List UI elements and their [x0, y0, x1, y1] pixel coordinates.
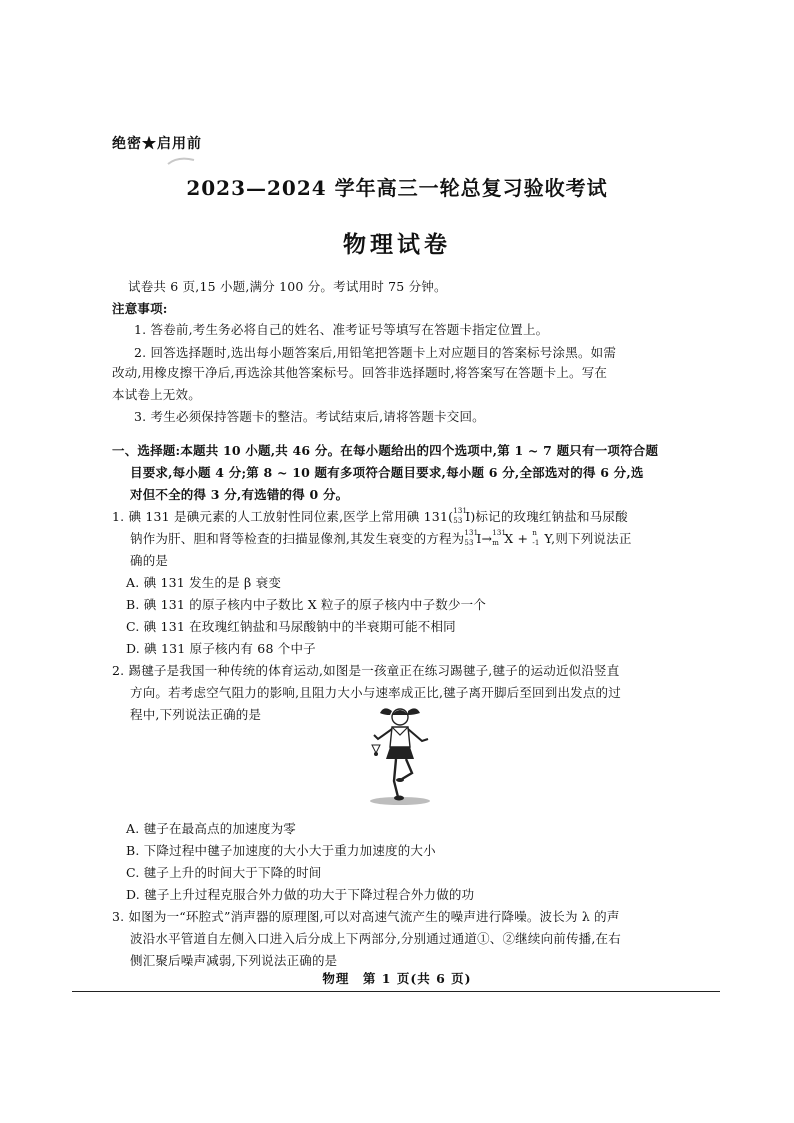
exam-intro: 试卷共 6 页,15 小题,满分 100 分。考试用时 75 分钟。: [128, 279, 447, 294]
question-2-stem: 2. 踢毽子是我国一种传统的体育运动,如图是一孩童正在练习踢毽子,毽子的运动近似沿竖直: [112, 663, 620, 678]
section-heading: 对但不全的得 3 分,有选错的得 0 分。: [130, 487, 349, 502]
question-3-stem: 波沿水平管道自左侧入口进入后分成上下两部分,分别通过通道①、②继续向前传播,在右: [130, 931, 621, 946]
child-kicking-shuttlecock-illustration: [362, 703, 436, 807]
question-1-stem: [130, 529, 632, 547]
option-a: A. 毽子在最高点的加速度为零: [126, 821, 296, 836]
equation-term: X +: [504, 531, 533, 546]
notice-item: 本试卷上无效。: [112, 387, 201, 402]
scan-artifact: [166, 156, 196, 166]
equation-term: I→: [476, 531, 493, 546]
section-heading: 目要求,每小题 4 分;第 8 ~ 10 题有多项符合题目要求,每小题 6 分,全部选对的得 6 分,选: [130, 465, 644, 480]
question-2-stem: 方向。若考虑空气阻力的影响,且阻力大小与速率成正比,毽子离开脚后至回到出发点的过: [130, 685, 621, 700]
question-1-stem: 确的是: [130, 553, 169, 568]
q1-text: ,则下列说法正: [551, 531, 632, 546]
section-heading: 一、选择题:本题共 10 小题,共 46 分。在每小题给出的四个选项中,第 1 ~ 7 题只有一项符合题: [112, 443, 659, 458]
option-b: B. 下降过程中毽子加速度的大小大于重力加速度的大小: [126, 843, 436, 858]
notice-item: 改动,用橡皮擦干净后,再选涂其他答案标号。回答非选择题时,将答案写在答题卡上。写在: [112, 365, 608, 380]
equation-term: Y: [544, 531, 552, 546]
option-a: A. 碘 131 发生的是 β 衰变: [126, 575, 282, 590]
exam-title: 2023—2024 学年高三一轮总复习验收考试: [186, 176, 608, 200]
option-c: C. 碘 131 在玫瑰红钠盐和马尿酸钠中的半衰期可能不相同: [126, 619, 456, 634]
notice-item: 3. 考生必须保持答题卡的整洁。考试结束后,请将答题卡交回。: [134, 409, 485, 424]
iso-notation: 131 m: [492, 528, 507, 547]
question-3-stem: 侧汇聚后噪声减弱,下列说法正确的是: [130, 953, 338, 968]
option-b: B. 碘 131 的原子核内中子数比 X 粒子的原子核内中子数少一个: [126, 597, 487, 612]
notice-item: 2. 回答选择题时,选出每小题答案后,用铅笔把答题卡上对应题目的答案标号涂黑。如需: [134, 345, 617, 360]
notice-item: 1. 答卷前,考生务必将自己的姓名、准考证号等填写在答题卡指定位置上。: [134, 322, 549, 337]
question-1-stem: [112, 507, 628, 525]
option-d: D. 毽子上升过程克服合外力做的功大于下降过程合外力做的功: [126, 887, 475, 902]
iso-notation: 131 53: [464, 528, 479, 547]
iso-notation: n -1: [532, 528, 540, 547]
confidential-label: 绝密★启用前: [112, 136, 202, 152]
subject-title: 物理试卷: [343, 231, 451, 258]
footer-rule: [72, 991, 720, 992]
notice-title: 注意事项:: [112, 301, 168, 316]
iso-notation: 131 53: [453, 506, 468, 525]
q1-text: 1. 碘 131 是碘元素的人工放射性同位素,医学上常用碘 131(: [112, 509, 454, 524]
question-3-stem: 3. 如图为一“环腔式”消声器的原理图,可以对高速气流产生的噪声进行降噪。波长为 λ 的声: [112, 909, 620, 924]
q1-text: I)标记的玫瑰红钠盐和马尿酸: [465, 509, 628, 524]
q1-text: 钠作为肝、胆和肾等检查的扫描显像剂,其发生衰变的方程为: [130, 531, 465, 546]
option-c: C. 毽子上升的时间大于下降的时间: [126, 865, 322, 880]
page-footer: 物理 第 1 页(共 6 页): [322, 971, 472, 986]
question-2-stem: 程中,下列说法正确的是: [130, 707, 262, 722]
option-d: D. 碘 131 原子核内有 68 个中子: [126, 641, 316, 656]
